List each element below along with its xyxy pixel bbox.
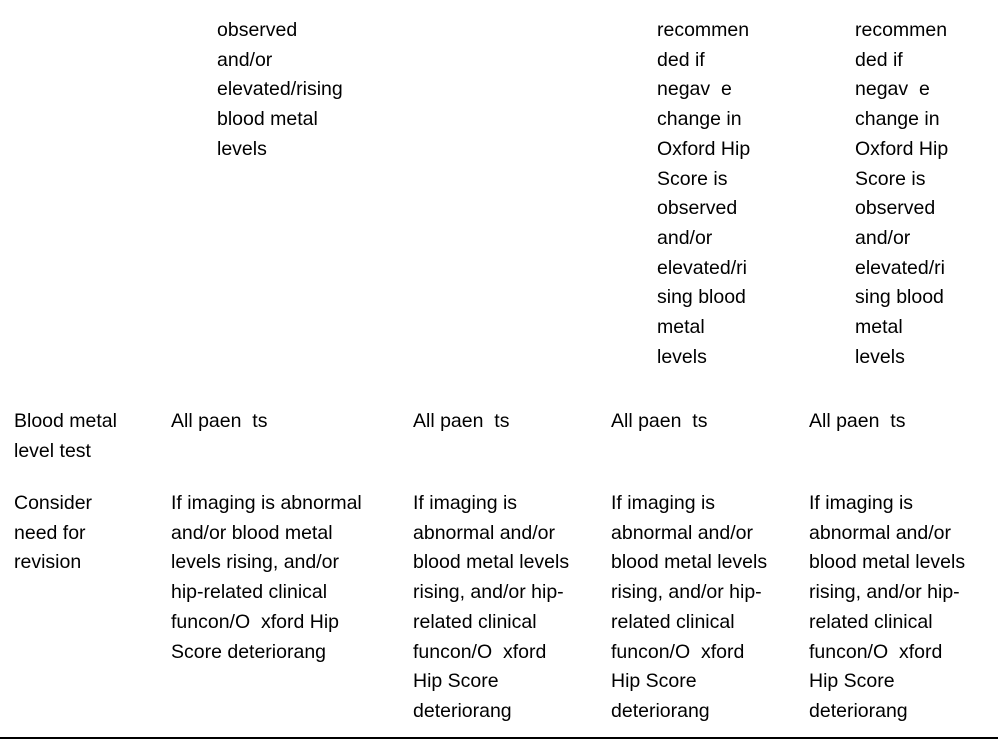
cell-line: elevated/rising — [217, 78, 343, 101]
cell-line: negav e — [657, 78, 732, 101]
revision-col3-cell — [413, 489, 569, 727]
table-bottom-rule — [0, 737, 998, 739]
cell-line: related clinical — [413, 610, 537, 633]
cell-line: observed — [217, 19, 298, 41]
cell-line: deteriorang — [413, 699, 512, 722]
cell-line: levels — [855, 345, 905, 368]
revision-label-cell — [14, 489, 92, 578]
revision-col4-cell — [611, 489, 767, 727]
cell-line: All paen ts — [611, 410, 708, 432]
cell-line: All paen ts — [809, 410, 906, 432]
cell-line: level test — [14, 439, 91, 462]
cell-line: levels — [657, 345, 707, 368]
blood-metal-col4-cell — [611, 407, 707, 437]
cell-line: blood metal levels — [809, 551, 966, 574]
cell-line: blood metal levels — [413, 551, 570, 574]
cell-line: and/or blood metal — [171, 521, 333, 544]
cell-line: change in — [657, 108, 742, 131]
revision-col2-cell — [171, 489, 362, 667]
blood-metal-col5-cell — [809, 407, 905, 437]
cell-line: Score is — [855, 167, 926, 190]
cell-line: All paen ts — [413, 410, 510, 432]
cell-line: and/or — [657, 226, 713, 249]
cell-line: ded if — [657, 48, 705, 71]
cell-line: related clinical — [809, 610, 933, 633]
cell-line: recommen — [657, 19, 750, 41]
cell-line: and/or — [217, 48, 273, 71]
cell-line: rising, and/or hip- — [611, 581, 762, 604]
cell-line: If imaging is — [611, 492, 716, 514]
cell-line: If imaging is — [413, 492, 518, 514]
cell-line: sing blood — [657, 286, 746, 309]
cell-line: revision — [14, 551, 82, 574]
cell-line: deteriorang — [809, 699, 908, 722]
cell-line: All paen ts — [171, 410, 268, 432]
cell-line: deteriorang — [611, 699, 710, 722]
cell-line: blood metal — [217, 108, 318, 131]
cell-line: rising, and/or hip- — [809, 581, 960, 604]
cell-line: and/or — [855, 226, 911, 249]
cell-line: abnormal and/or — [611, 521, 754, 544]
cell-line: abnormal and/or — [413, 521, 556, 544]
blood-metal-col2-cell — [171, 407, 267, 437]
cell-line: funcon/O xford — [611, 640, 745, 663]
cell-line: elevated/ri — [657, 256, 747, 279]
cell-line: abnormal and/or — [809, 521, 952, 544]
revision-col5-cell — [809, 489, 965, 727]
blood-metal-col3-cell — [413, 407, 509, 437]
cell-line: Oxford Hip — [855, 137, 949, 160]
cell-line: observed — [855, 197, 936, 220]
cell-line: observed — [657, 197, 738, 220]
continuation-col4-cell — [657, 16, 750, 372]
cell-line: If imaging is — [809, 492, 914, 514]
cell-line: change in — [855, 108, 940, 131]
cell-line: Hip Score — [413, 670, 499, 693]
cell-line: Consider — [14, 492, 93, 514]
continuation-col2-cell — [217, 16, 343, 165]
cell-line: Hip Score — [611, 670, 697, 693]
cell-line: Score deteriorang — [171, 640, 327, 663]
cell-line: levels rising, and/or — [171, 551, 339, 574]
cell-line: funcon/O xford — [413, 640, 547, 663]
cell-line: rising, and/or hip- — [413, 581, 564, 604]
cell-line: negav e — [855, 78, 930, 101]
blood-metal-label-cell — [14, 407, 117, 466]
cell-line: If imaging is abnormal — [171, 492, 362, 514]
cell-line: sing blood — [855, 286, 944, 309]
cell-line: related clinical — [611, 610, 735, 633]
cell-line: Score is — [657, 167, 728, 190]
cell-line: elevated/ri — [855, 256, 945, 279]
cell-line: Hip Score — [809, 670, 895, 693]
cell-line: hip-related clinical — [171, 581, 328, 604]
cell-line: Blood metal — [14, 410, 117, 432]
cell-line: metal — [657, 316, 705, 339]
continuation-col5-cell — [855, 16, 948, 372]
cell-line: blood metal levels — [611, 551, 768, 574]
cell-line: funcon/O xford Hip — [171, 610, 339, 633]
cell-line: ded if — [855, 48, 903, 71]
cell-line: need for — [14, 521, 86, 544]
cell-line: metal — [855, 316, 903, 339]
cell-line: Oxford Hip — [657, 137, 751, 160]
cell-line: recommen — [855, 19, 948, 41]
cell-line: levels — [217, 137, 267, 160]
cell-line: funcon/O xford — [809, 640, 943, 663]
